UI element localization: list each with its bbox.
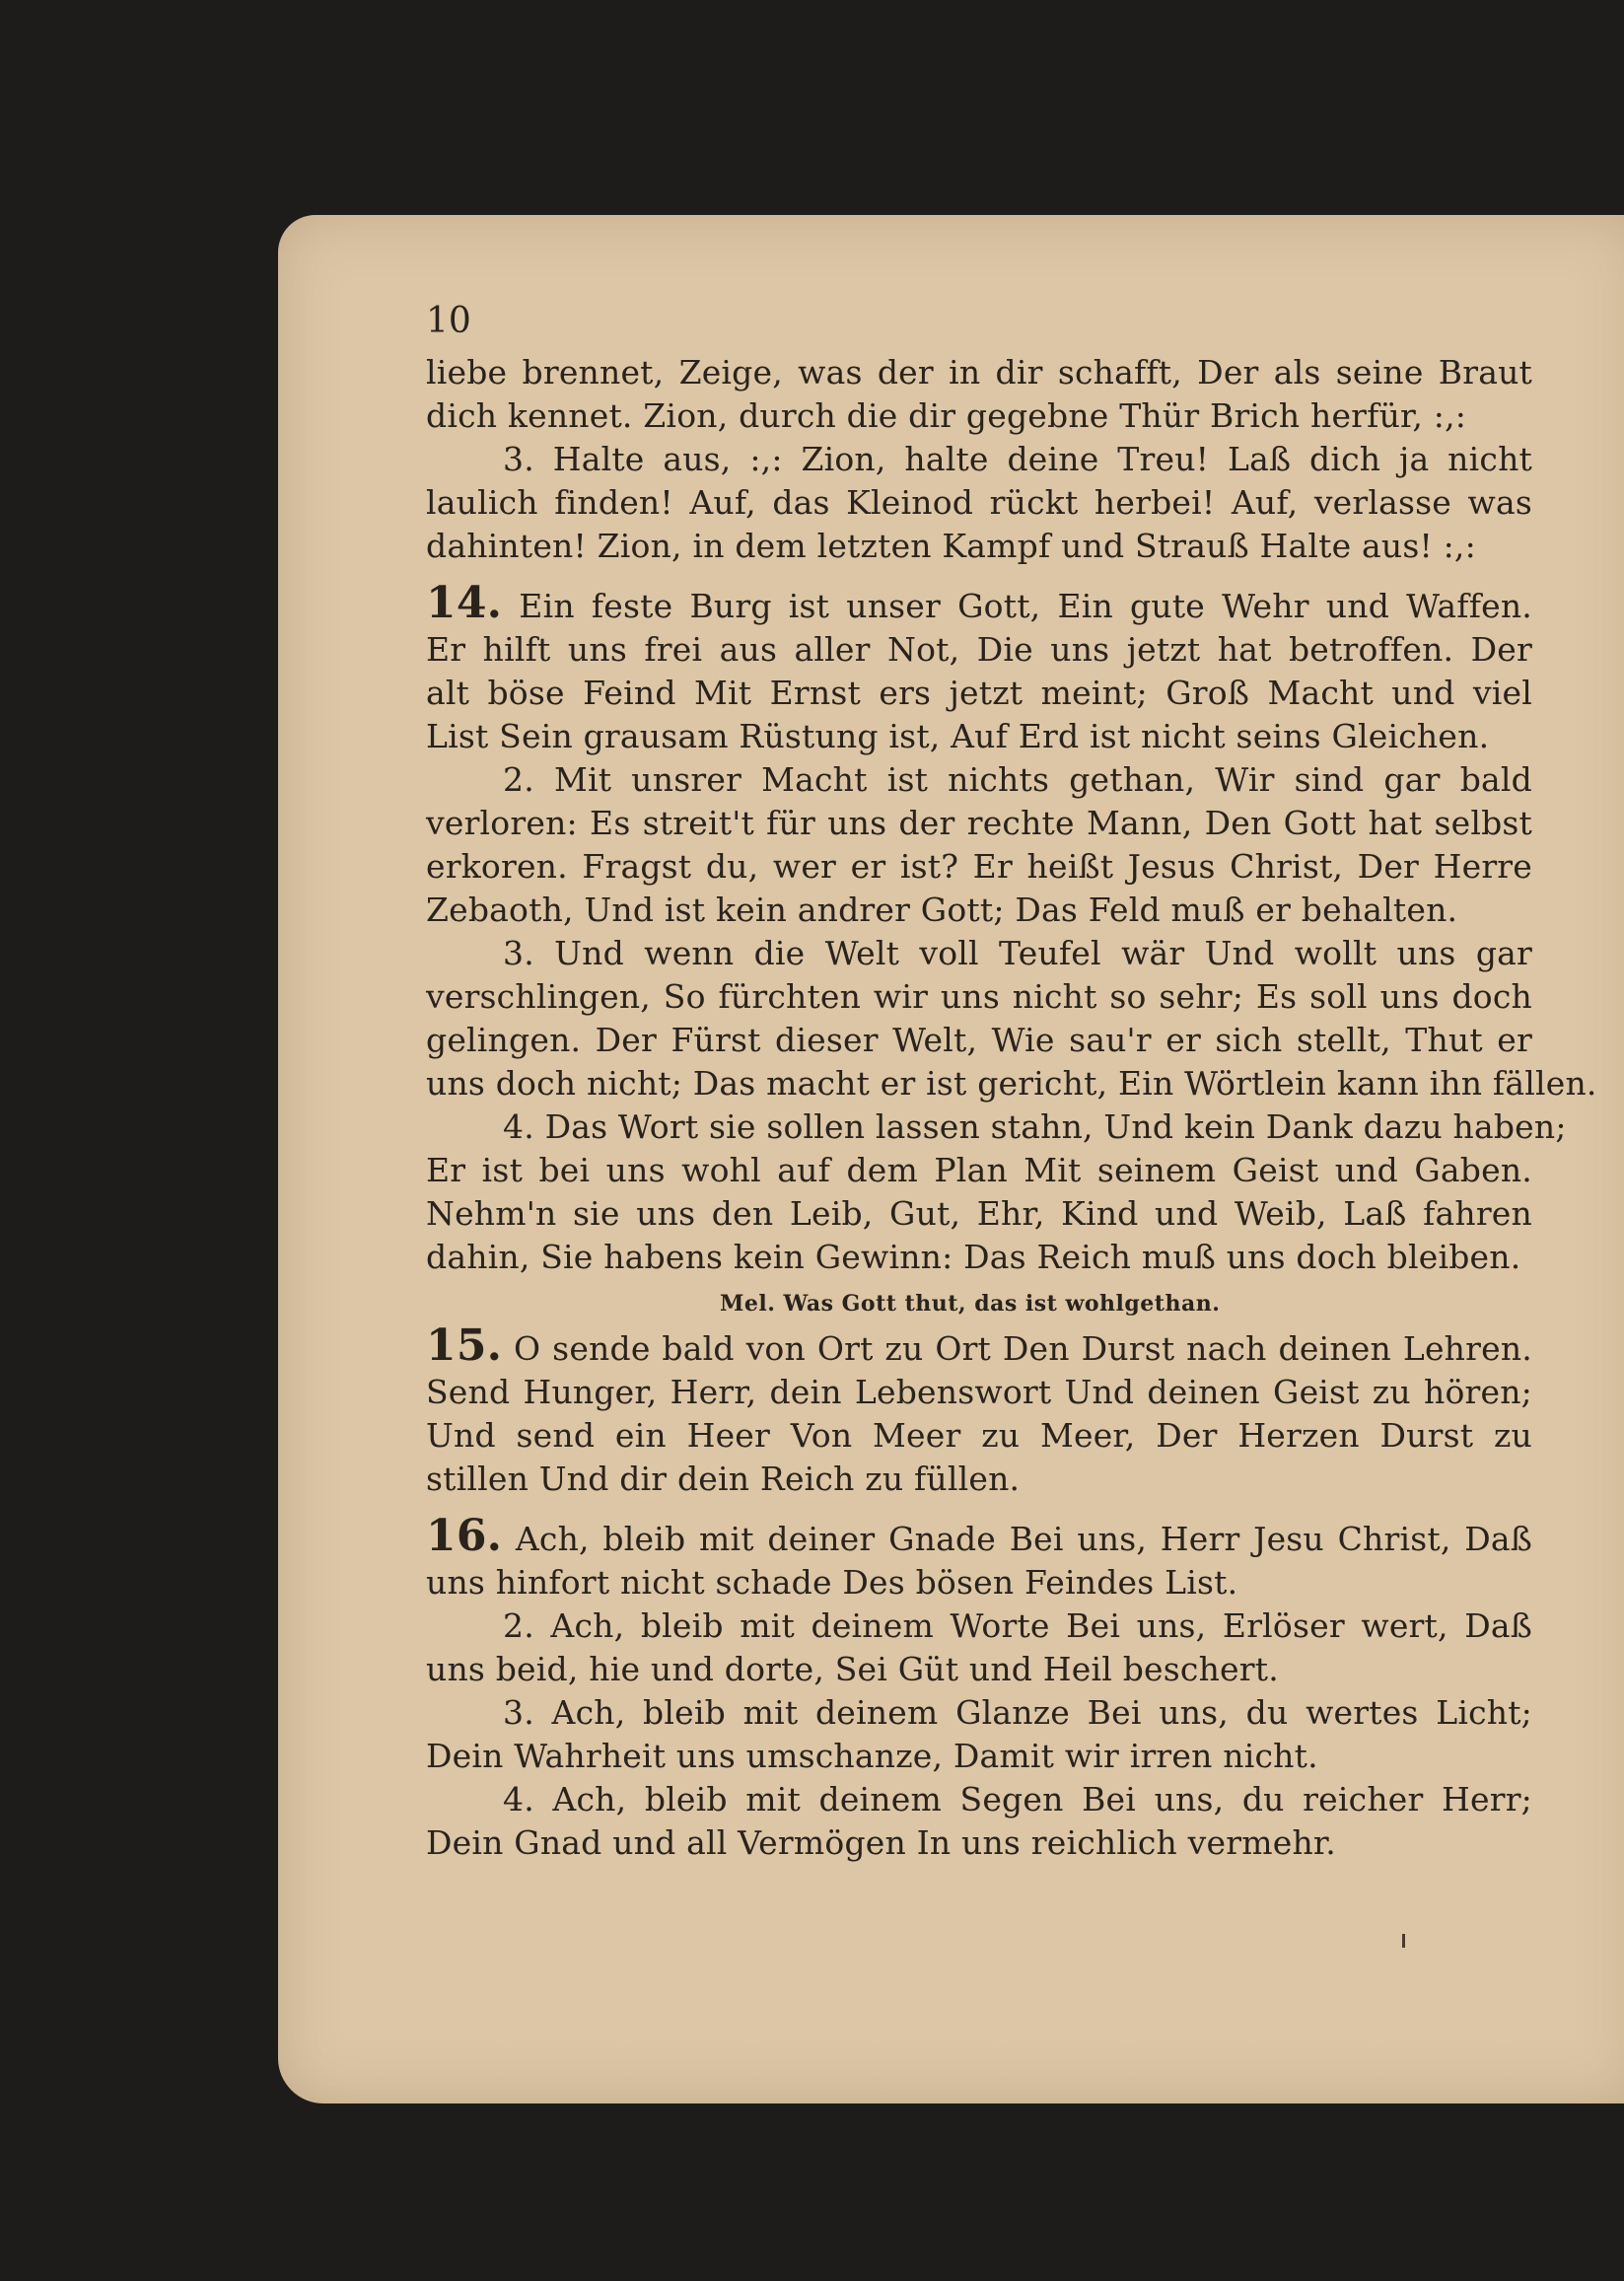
text-line: dahinten! Zion, in dem letzten Kampf und Strauß Halte aus! :,:	[426, 527, 1476, 565]
hymn-text: Ein feste Burg ist unser Gott, Ein gute Wehr und Waffen.	[519, 587, 1532, 625]
page-number: 10	[426, 301, 471, 341]
text-line: Er ist bei uns wohl auf dem Plan Mit seinem Geist und Gaben.	[426, 1151, 1532, 1189]
text-line: stillen Und dir dein Reich zu füllen.	[426, 1460, 1021, 1498]
page-text	[426, 300, 1597, 1865]
text-line: verloren: Es streit't für uns der rechte Mann, Den Gott hat selbst	[426, 804, 1532, 842]
text-line: erkoren. Fragst du, wer er ist? Er heißt Jesus Christ, Der Herre	[426, 847, 1532, 886]
text-line: dich kennet. Zion, durch die dir gegebne Thür Brich herfür, :,:	[426, 396, 1467, 435]
text-line: liebe brennet, Zeige, was der in dir schafft, Der als seine Braut	[426, 353, 1532, 392]
hymn-text: Ach, bleib mit deiner Gnade Bei uns, Herr Jesu Christ, Daß	[515, 1520, 1532, 1558]
text-line: alt böse Feind Mit Ernst ers jetzt meint; Groß Macht und viel	[426, 674, 1532, 712]
verse-line: 3. Halte aus, :,: Zion, halte deine Treu! Laß dich ja nicht	[503, 440, 1532, 478]
text-line: uns doch nicht; Das macht er ist gericht, Ein Wörtlein kann ihn fällen.	[426, 1064, 1597, 1103]
verse-line: 2. Mit unsrer Macht ist nichts gethan, Wir sind gar bald	[503, 760, 1532, 799]
text-line: Send Hunger, Herr, dein Lebenswort Und deinen Geist zu hören;	[426, 1373, 1532, 1411]
hymn-number: 14.	[426, 578, 503, 628]
hymn-14-first-line	[426, 578, 1532, 628]
text-line: uns beid, hie und dorte, Sei Güt und Heil beschert.	[426, 1650, 1279, 1688]
verse-line: 2. Ach, bleib mit deinem Worte Bei uns, Erlöser wert, Daß	[503, 1606, 1532, 1645]
hymn-15-first-line	[426, 1320, 1532, 1371]
text-line: laulich finden! Auf, das Kleinod rückt herbei! Auf, verlasse was	[426, 483, 1532, 522]
verse-line: 4. Ach, bleib mit deinem Segen Bei uns, du reicher Herr;	[503, 1780, 1532, 1818]
hymn-16-first-line	[426, 1511, 1532, 1561]
text-line: Zebaoth, Und ist kein andrer Gott; Das Feld muß er behalten.	[426, 891, 1458, 929]
hymn-number: 16.	[426, 1511, 503, 1561]
ink-mark	[1402, 1934, 1405, 1948]
melody-note: Mel. Was Gott thut, das ist wohlgethan.	[720, 1291, 1221, 1317]
verse-line: 3. Und wenn die Welt voll Teufel wär Und wollt uns gar	[503, 934, 1532, 972]
text-line: Nehm'n sie uns den Leib, Gut, Ehr, Kind und Weib, Laß fahren	[426, 1194, 1532, 1233]
text-line: verschlingen, So fürchten wir uns nicht so sehr; Es soll uns doch	[426, 977, 1532, 1016]
book-page	[278, 215, 1624, 2103]
verse-line: 3. Ach, bleib mit deinem Glanze Bei uns, du wertes Licht;	[503, 1693, 1532, 1732]
text-line: dahin, Sie habens kein Gewinn: Das Reich muß uns doch bleiben.	[426, 1238, 1521, 1276]
text-line: Er hilft uns frei aus aller Not, Die uns jetzt hat betroffen. Der	[426, 630, 1532, 669]
text-line: gelingen. Der Fürst dieser Welt, Wie sau'r er sich stellt, Thut er	[426, 1021, 1532, 1059]
text-line: uns hinfort nicht schade Des bösen Feindes List.	[426, 1563, 1238, 1602]
text-line: Dein Gnad und all Vermögen In uns reichlich vermehr.	[426, 1823, 1336, 1862]
verse-line: 4. Das Wort sie sollen lassen stahn, Und kein Dank dazu haben;	[503, 1107, 1567, 1146]
text-line: Dein Wahrheit uns umschanze, Damit wir irren nicht.	[426, 1737, 1318, 1775]
text-line: List Sein grausam Rüstung ist, Auf Erd ist nicht seins Gleichen.	[426, 717, 1490, 755]
hymn-number: 15.	[426, 1320, 503, 1371]
hymn-text: O sende bald von Ort zu Ort Den Durst nach deinen Lehren.	[514, 1329, 1532, 1368]
text-line: Und send ein Heer Von Meer zu Meer, Der Herzen Durst zu	[426, 1416, 1532, 1455]
